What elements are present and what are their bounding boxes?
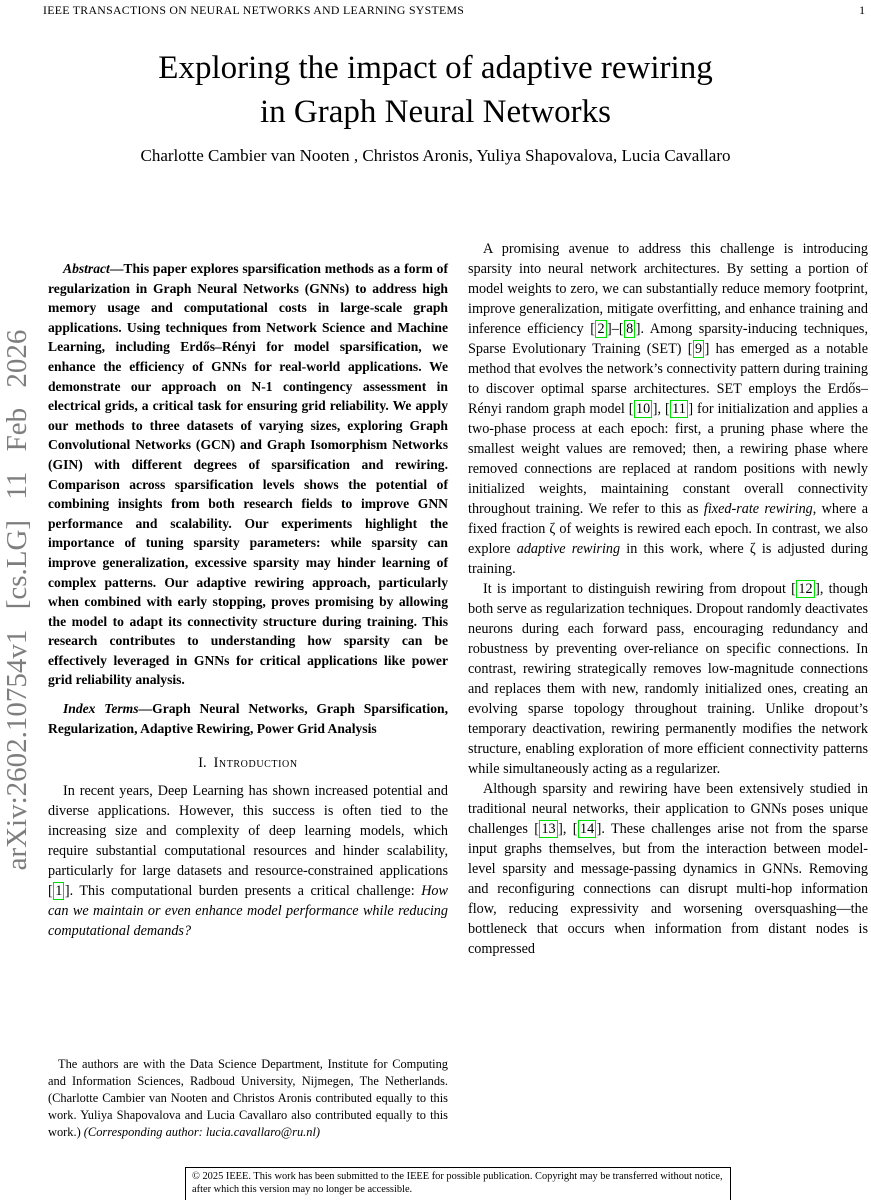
text-segment: . This computational burden presents a critical challenge: [69, 883, 422, 900]
text-segment: It is important to distinguish rewiring from dropout [483, 581, 792, 597]
text-segment: In recent years, Deep Learning has shown increased potential and diverse applications. However, this success is often tied to the increasing size and complexity of deep learning models, which require substantial computational resources and hinder scalability, particularly for large datasets and resource-constrained applications [48, 783, 448, 880]
text-segment: , [562, 821, 573, 837]
paper-title-line1: Exploring the impact of adaptive rewiring [158, 50, 713, 86]
paper-title [0, 46, 871, 134]
body-paragraph: A promising avenue to address this challenge is introducing sparsity into neural network architectures. By setting a portion of model weights to zero, we can substantially reduce memory footprint, improve generalization, mitigate overfitting, and enhance training and inference efficiency [ 2 ]–[ 8 ]. Among sparsity-inducing techniques, Sparse Evolutionary Training (SET) [ 9 ] has emerged as a notable method that evolves the network’s connectivity pattern during training to discover optimal sparse architectures. SET employs the Erdős–Rényi random graph model [ 10 ], [ 11 ] for initialization and applies a two-phase process at each epoch: first, a pruning phase where the smallest weight values are removed; then, a rewiring phase where removed connections are replaced at random positions with newly initialized weights, maintaining constant overall connectivity throughout training. We refer to this as fixed-rate rewiring, where a fixed fraction ζ of weights is rewired each epoch. In contrast, we also explore adaptive rewiring in this work, where ζ is adjusted during training. [468, 241, 869, 577]
author-footnote [48, 1056, 448, 1141]
section-title: Introduction [213, 755, 298, 772]
abstract-paragraph [48, 259, 448, 690]
text-segment: – [611, 321, 619, 337]
introduction-paragraph: In recent years, Deep Learning has shown increased potential and diverse applications. However, this success is often tied to the increasing size and complexity of deep learning models, which require substantial computational resources and hinder scalability, particularly for large datasets and resource-constrained applications [ 1 ]. This computational burden presents a critical challenge: How can we maintain or even enhance model performance while reducing computational demands? [48, 783, 448, 940]
text-segment: , [657, 401, 665, 417]
citation-link[interactable]: 9 [694, 341, 703, 357]
text-segment: has emerged as a notable method that evolves the network’s connectivity pattern during training to discover optimal sparse architectures. SET employs the Erdős–Rényi random graph model [468, 341, 868, 417]
citation-link[interactable]: 14 [579, 821, 595, 837]
citation-link[interactable]: 11 [672, 401, 686, 417]
body-paragraph: It is important to distinguish rewiring from dropout [ 12 ], though both serve as regularization techniques. Dropout randomly deactivates neurons during each forward pass, encouraging redundancy and robustness by preventing over-reliance on specific connections. In contrast, rewiring strategically removes low-magnitude connections and replaces them with new, randomly initialized ones, creating an evolving sparse topology throughout training. Unlike dropout’s temporary deactivation, rewiring permanently modifies the network structure, enabling exploration of more efficient connectivity patterns while simultaneously acting as a regularizer. [468, 581, 868, 777]
text-segment: adaptive rewiring [516, 541, 621, 557]
citation-link[interactable]: 13 [541, 821, 556, 837]
text-segment: for initialization and applies a two-phase process at each epoch: first, a pruning phase where the smallest weight values are removed; then, a rewiring phase where removed connections are replaced at random positions with newly initialized weights, maintaining constant overall connectivity throughout training. We refer to this as [468, 401, 869, 517]
text-segment: Although sparsity and rewiring have been extensively studied in traditional neural networks, their application to GNNs poses unique challenges [468, 781, 868, 837]
arxiv-watermark: arXiv:2602.10754v1 [cs.LG] 11 Feb 2026 [1, 329, 33, 871]
left-column [48, 259, 448, 941]
copyright-notice: © 2025 IEEE. This work has been submitted to the IEEE for possible publication. Copyright may be transferred without notice, after which this version may no longer be accessible. [185, 1167, 731, 1200]
text-segment: in this work, where ζ is adjusted during training. [468, 541, 868, 577]
text-segment: . These challenges arise not from the sparse input graphs themselves, but from the interaction between model-level sparsity and message-passing dynamics in GNNs. Removing and reconfiguring connections can disrupt multi-hop information flow, reducing expressivity and worsening oversquashing—the bottleneck that occurs when information from distant nodes is compressed [468, 821, 868, 957]
citation-link[interactable]: 12 [798, 581, 813, 597]
text-segment: A promising avenue to address this challenge is introducing sparsity into neural network architectures. By setting a portion of model weights to zero, we can substantially reduce memory footprint, improve generalization, mitigate overfitting, and enhance training and inference efficiency [468, 241, 868, 337]
text-segment: How can we maintain or even enhance model performance while reducing computational demands? [48, 883, 448, 940]
right-column [468, 239, 868, 959]
text-segment: , where a fixed fraction ζ of weights is rewired each epoch. In contrast, we also explore [468, 501, 868, 557]
page-number: 1 [859, 3, 865, 17]
text-segment: , though both serve as regularization techniques. Dropout randomly deactivates neurons during each forward pass, encouraging redundancy and robustness by preventing over-reliance on specific connections. In contrast, rewiring strategically removes low-magnitude connections and replaces them with new, randomly initialized ones, creating an evolving sparse topology throughout training. Unlike dropout’s temporary deactivation, rewiring permanently modifies the network structure, enabling exploration of more efficient connectivity patterns while simultaneously acting as a regularizer. [468, 581, 868, 777]
running-header: IEEE TRANSACTIONS ON NEURAL NETWORKS AND LEARNING SYSTEMS [43, 3, 465, 17]
text-segment: . Among sparsity-inducing techniques, Sparse Evolutionary Training (SET) [468, 321, 868, 357]
citation-link[interactable]: 1 [55, 883, 63, 900]
text-segment: Abstract [63, 261, 110, 276]
citation-link[interactable]: 10 [636, 401, 651, 417]
paper-title-line2: in Graph Neural Networks [260, 94, 611, 130]
text-segment: (Corresponding author: lucia.cavallaro@ru.nl) [83, 1125, 321, 1139]
section-heading-introduction [48, 755, 448, 772]
text-segment: The authors are with the Data Science Department, Institute for Computing and Information Sciences, Radboud University, Nijmegen, The Netherlands. (Charlotte Cambier van Nooten and Christos Aronis contributed equally to this work. Yuliya Shapovalova and Lucia Cavallaro also contributed equally to this work.) [48, 1057, 448, 1139]
section-number: I. [198, 755, 207, 772]
text-segment: —Graph Neural Networks, Graph Sparsification, Regularization, Adaptive Rewiring, Power Grid Analysis [48, 701, 448, 736]
text-segment: fixed-rate rewiring [703, 501, 813, 517]
text-segment: Index Terms [63, 701, 139, 717]
text-segment: —This paper explores sparsification methods as a form of regularization in Graph Neural Networks (GNNs) to address high memory usage and computational costs in large-scale graph applications. Using techniques from Network Science and Machine Learning, including Erdős–Rényi for model sparsification, we enhance the efficiency of GNNs for real-world applications. We demonstrate our approach on N-1 contingency assessment in electrical grids, a critical task for ensuring grid reliability. We apply our methods to three datasets of varying sizes, exploring Graph Convolutional Networks (GCN) and Graph Isomorphism Networks (GIN) with different degrees of sparsification and rewiring. Comparison across sparsification levels shows the potential of combining insights from both research fields to improve GNN performance and scalability. Our experiments highlight the importance of tuning sparsity parameters: while sparsity can improve generalization, excessive sparsity may hinder learning of complex patterns. Our adaptive rewiring approach, particularly when combined with early stopping, proves promising by allowing the model to adapt its connectivity structure during training. This research contributes to understanding how sparsity can be effectively leveraged in GNNs for critical applications like power grid reliability analysis. [48, 261, 448, 688]
index-terms-paragraph [48, 699, 448, 738]
citation-link[interactable]: 2 [597, 321, 605, 337]
citation-link[interactable]: 8 [626, 321, 634, 337]
body-paragraph: Although sparsity and rewiring have been extensively studied in traditional neural networks, their application to GNNs poses unique challenges [ 13 ], [ 14 ]. These challenges arise not from the sparse input graphs themselves, but from the interaction between model-level sparsity and message-passing dynamics in GNNs. Removing and reconfiguring connections can disrupt multi-hop information flow, reducing expressivity and worsening oversquashing—the bottleneck that occurs when information from distant nodes is compressed [468, 781, 868, 957]
authors-line: Charlotte Cambier van Nooten , Christos Aronis, Yuliya Shapovalova, Lucia Cavallaro [140, 146, 731, 165]
